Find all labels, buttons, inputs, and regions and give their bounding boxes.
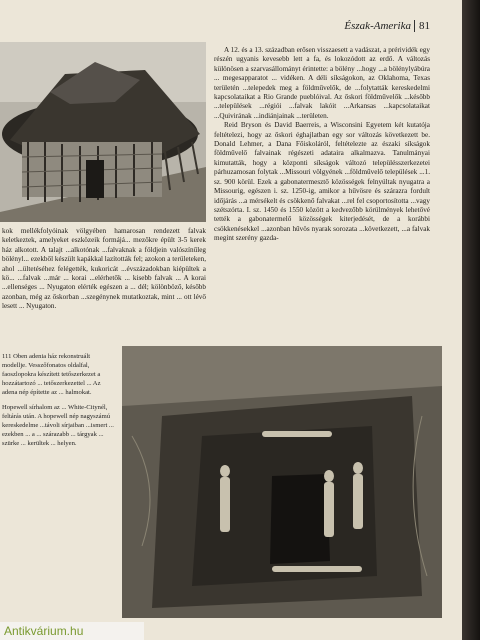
hopewell-burial-excavation-photo bbox=[122, 346, 442, 618]
right-column-text bbox=[214, 46, 430, 244]
running-head-title: Észak-Amerika bbox=[344, 20, 411, 32]
page-gutter bbox=[462, 0, 480, 640]
right-paragraph-1: A 12. és a 13. században erősen visszaesett a vadászat, a prérividék egy részén ugyanis kevesebb lett a fa, és lokozódott az erdő. A változás különösen a szarvasállományt érintette: a bölény ...hogy ...a bölénylyábúra ... megesapparatot ... vidéken. A déli síkságokon, az Oklahoma, Texas területén ...telepedek meg a földművelők, de ...folytatták kereskedelmi kapcsolataikat a Rio Grande pueblóival. Az őskori földművelők ...később ...települések ...régiói ...falvak lakóit ...Arkansas ...kapcsolataikat ...Quivirának ...indiánjainak ...területen. bbox=[214, 46, 430, 120]
adena-house-model-photo bbox=[0, 42, 206, 222]
figure-caption bbox=[2, 352, 114, 448]
caption-item-2: Hopewell sírhalom az ... White-Citynél, feltárás után. A hopewell nép nagyszámú kereskedelme ...távoli sírjaiban ...ismert ... ezekben ... a ... szárazabb ... tárgyak ... szürke ... kerültek ... helyen. bbox=[2, 404, 114, 447]
left-column-text bbox=[2, 227, 206, 312]
running-head bbox=[344, 20, 430, 32]
caption-number: 111 bbox=[2, 353, 12, 360]
left-paragraph: kok mellékfolyóinak völgyében hamarosan rendezett falvak keletkeztek, amelyeket eszközeik formájá... mezőkre épült 3-5 kerek ház alkotott. A talajt ...alkotónak ...falvaknak a földjein valószínűleg bölényl... ezekből készült kapákkal lazították fel; azokon a területeken, ahol ...ültetéséhez felégették, kukoricát ...évszázadokban kiépültek a kö... ...falvak ...már ... korai ...elérhetők ... kisebb falvak ... A korai ...ellenséges ... Nyugaton elérték egészen a ... dél; kölönböző, később azonban, még az őskorban ...szegénynek mutatkoztak, mint ... ott lévő lesett ... Nyugaton. bbox=[2, 227, 206, 311]
right-paragraph-2: Reid Bryson és David Baerreis, a Wisconsini Egyetem két kutatója feltételezi, hogy az őskori éghajlatban egy sor változás következett be. Donald Lehmer, a Dana Főiskoláról, feltételezte az északi síkságok földművelő falvainak régészeti adataira alkalmazva. Tanulmányai kimutatták, hogy a központi síkságok változó településszerkezetei párhuzamosan folytak ...Missouri völgyének ...földművelő települések ...1. sz. 900 körül. Ezek a gabonatermesztő közösségek felnyúltak nyugatra a Missourig, egészen i. sz. 1250-ig, amikor a hűvösre és szárazra fordult időjárás ...a mérsékelt és csökkenő falvakat ...rel fel csoportosította ...vagy szétszórta. I. sz. 1450 és 1550 között a kedvezőbb körülmények lehetővé tették a gabonatermelő közösségek kiterjedését, de a korábbi csökkenésekkel ...azonban hűvös nyarak sorozata ...következett, ...a falvak megint szerény gazda- bbox=[214, 121, 430, 243]
watermark: Antikvárium.hu bbox=[0, 622, 144, 640]
page-number: 81 bbox=[414, 20, 430, 32]
caption-item-1: Oben adenia ház rekonstruált modellje. Vesszőfonatos oldalfal, faoszlopokra készített tetőszerkezet a hozzátartozó ... tetőszerkezettel ... Az adena nép építette az ... halmokat. bbox=[2, 353, 101, 396]
